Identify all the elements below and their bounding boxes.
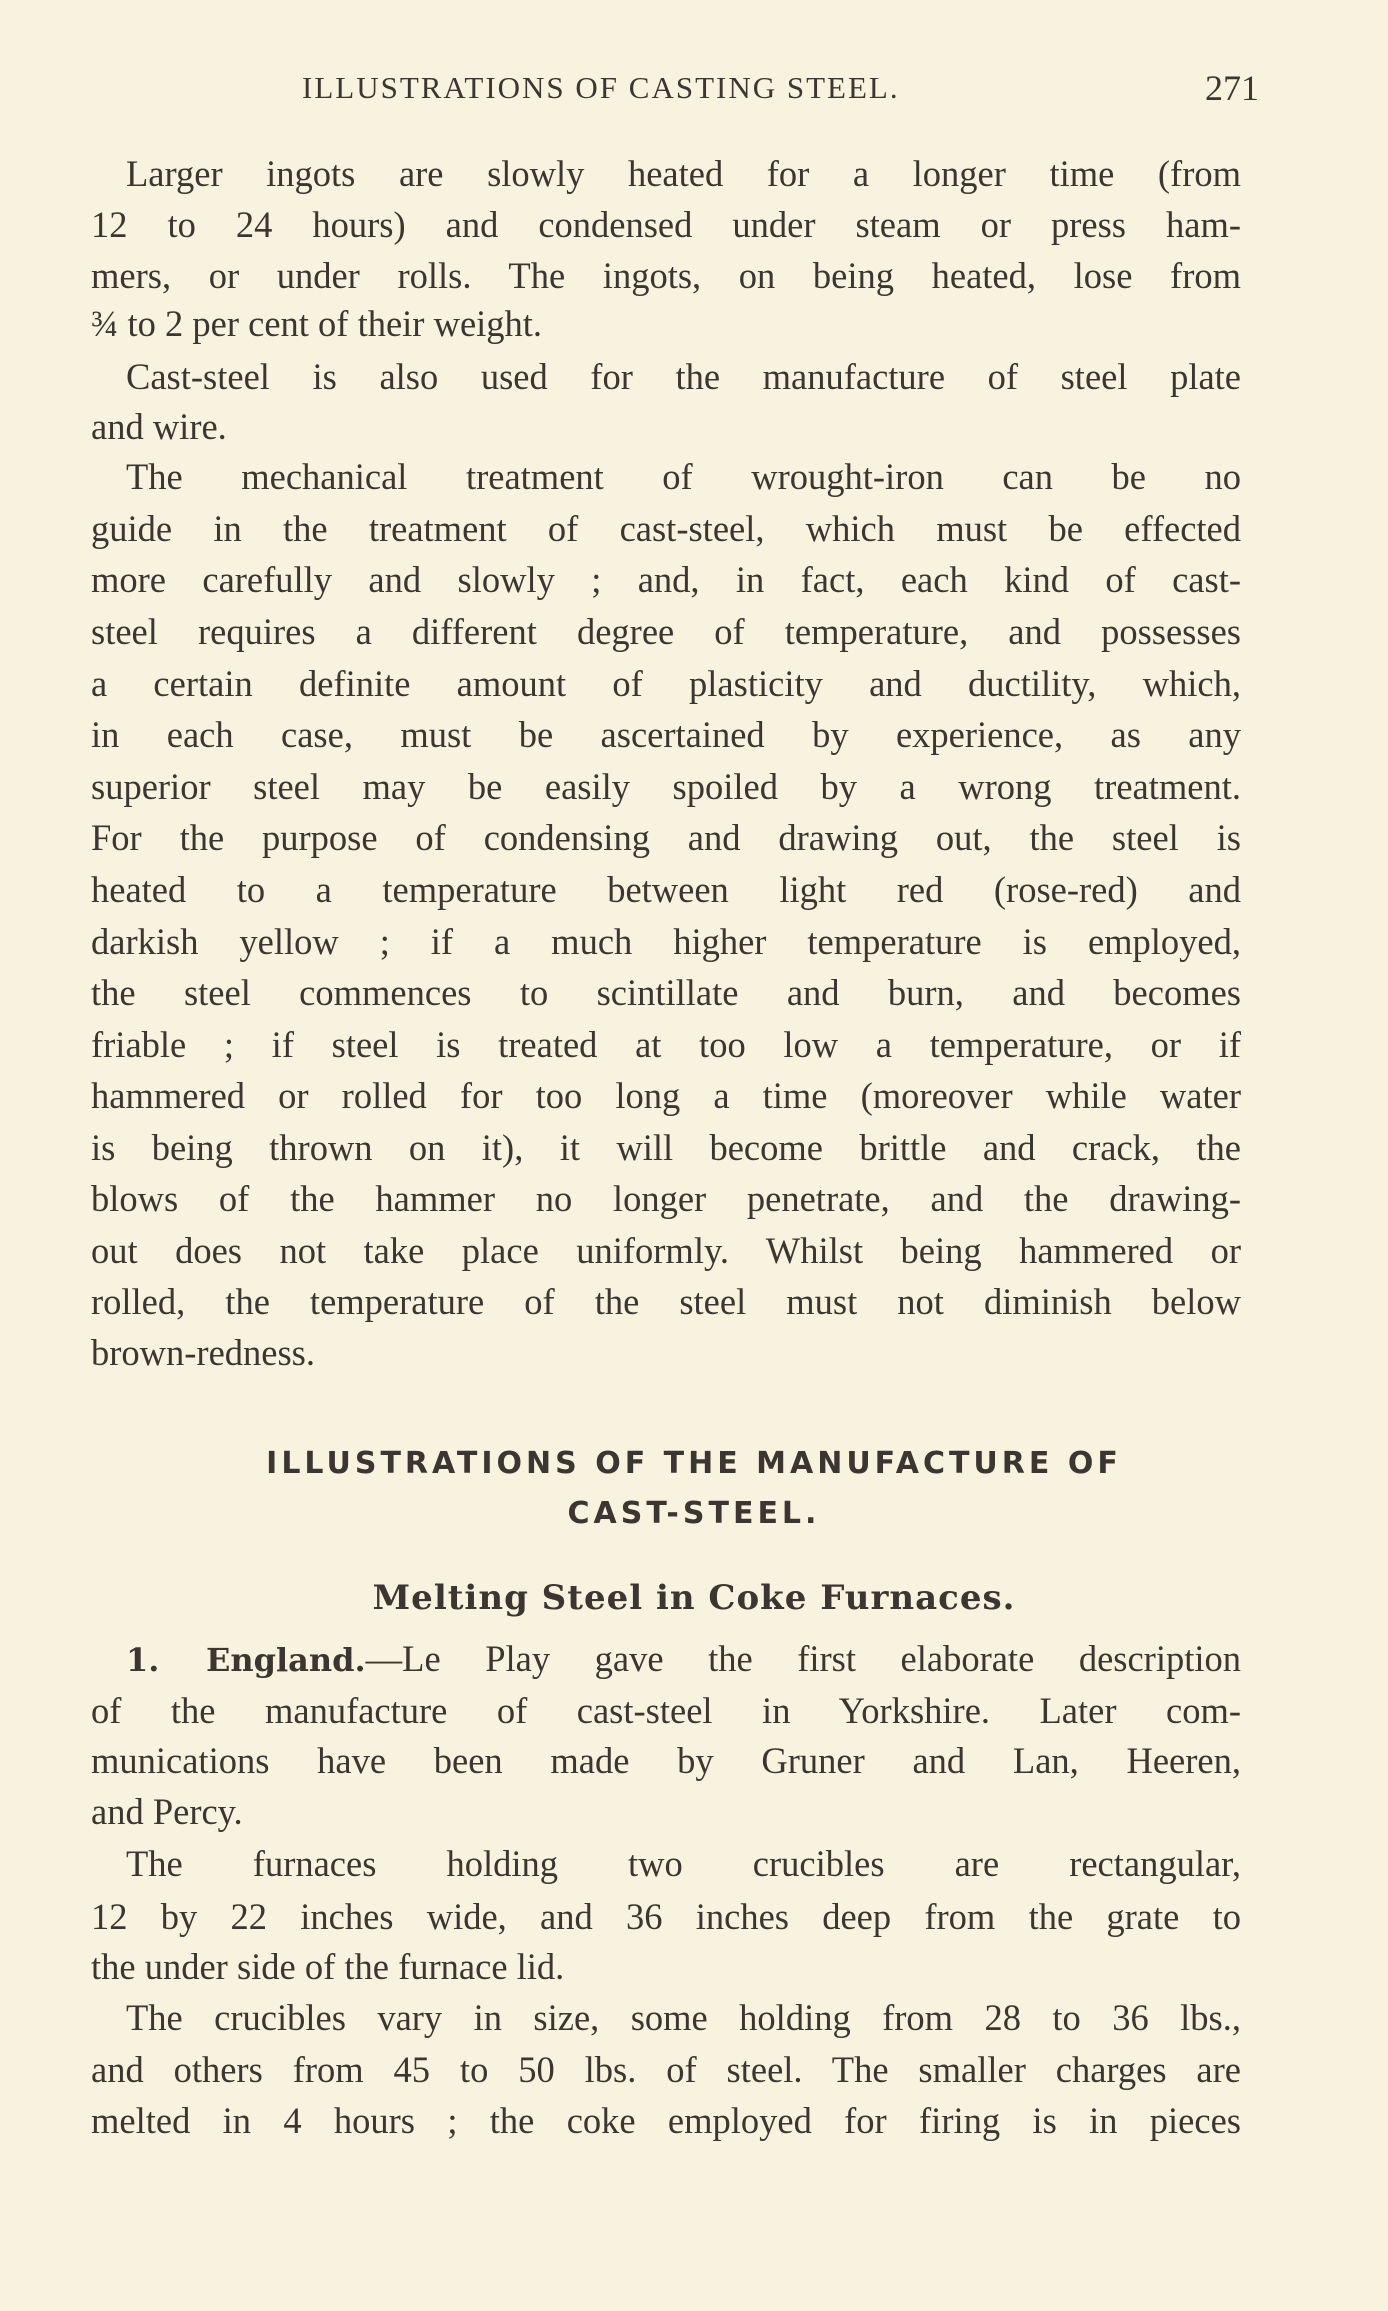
text-line (91, 1685, 1241, 1737)
text-line-content: mers, or under rolls. The ingots, on being heated, lose from (91, 255, 1241, 296)
running-head: ILLUSTRATIONS OF CASTING STEEL. (302, 70, 900, 105)
text-line-content: darkish yellow ; if a much higher temperature is employed, (91, 921, 1241, 962)
text-line (91, 2044, 1241, 2096)
text-line-content: —Le Play gave the first elaborate description (365, 1638, 1241, 1679)
text-line-content: For the purpose of condensing and drawing out, the steel is (91, 817, 1241, 858)
text-line (91, 1019, 1241, 1071)
text-line (91, 709, 1241, 761)
text-line (91, 1173, 1241, 1225)
text-line (126, 351, 1241, 403)
text-line-content: in each case, must be ascertained by experience, as any (91, 714, 1241, 755)
text-line-content: guide in the treatment of cast-steel, which must be effected (91, 508, 1241, 549)
text-line-content: Larger ingots are slowly heated for a longer time (from (126, 153, 1241, 194)
text-line (91, 1122, 1241, 1174)
text-line (91, 1735, 1241, 1787)
text-line-content: rolled, the temperature of the steel must not diminish below (91, 1281, 1241, 1322)
text-line-content: munications have been made by Gruner and Lan, Heeren, (91, 1740, 1241, 1781)
text-line-content: out does not take place uniformly. Whilst being hammered or (91, 1230, 1241, 1271)
text-line-content: friable ; if steel is treated at too low a temperature, or if (91, 1024, 1241, 1065)
run-in-heading: 1. England. (126, 1641, 366, 1679)
text-line-content: is being thrown on it), it will become brittle and crack, the (91, 1127, 1241, 1168)
text-line-content: The furnaces holding two crucibles are rectangular, (126, 1843, 1241, 1884)
text-line (91, 298, 1241, 350)
text-line (91, 1327, 1241, 1379)
text-line (91, 916, 1241, 968)
text-line (126, 1633, 1241, 1685)
text-line-content: the under side of the furnace lid. (91, 1946, 565, 1987)
text-line-content: steel requires a different degree of temperature, and possesses (91, 611, 1241, 652)
text-line (126, 148, 1241, 200)
text-line (126, 1838, 1241, 1890)
text-line-content: The mechanical treatment of wrought-iron can be no (126, 456, 1241, 497)
text-line-content: heated to a temperature between light red (rose-red) and (91, 869, 1241, 910)
text-line-content: more carefully and slowly ; and, in fact, each kind of cast- (91, 559, 1241, 600)
text-line-content: blows of the hammer no longer penetrate, and the drawing- (91, 1178, 1241, 1219)
text-line-content: and Percy. (91, 1791, 243, 1832)
text-line (91, 761, 1241, 813)
text-line-content: of the manufacture of cast-steel in Yorkshire. Later com- (91, 1690, 1241, 1731)
page-number: 271 (1205, 68, 1259, 108)
text-line-content: brown-redness. (91, 1332, 316, 1373)
text-line (126, 451, 1241, 503)
text-line (91, 967, 1241, 1019)
text-line-content: The crucibles vary in size, some holding from 28 to 36 lbs., (126, 1997, 1241, 2038)
text-line (91, 503, 1241, 555)
text-line-content: 12 by 22 inches wide, and 36 inches deep from the grate to (91, 1896, 1241, 1937)
text-line-content: and others from 45 to 50 lbs. of steel. The smaller charges are (91, 2049, 1241, 2090)
text-line (91, 1786, 1241, 1838)
text-line (91, 864, 1241, 916)
text-line-content: ¾ to 2 per cent of their weight. (91, 303, 543, 344)
text-line (91, 1070, 1241, 1122)
text-line (91, 250, 1241, 302)
text-line-content: a certain definite amount of plasticity and ductility, which, (91, 663, 1241, 704)
text-line (91, 1276, 1241, 1328)
text-line-content: Cast-steel is also used for the manufacture of steel plate (126, 356, 1241, 397)
text-line (91, 554, 1241, 606)
text-line (91, 199, 1241, 251)
text-line (91, 401, 1241, 453)
text-line (91, 812, 1241, 864)
text-line-content: melted in 4 hours ; the coke employed for firing is in pieces (91, 2100, 1241, 2141)
text-line-content: 12 to 24 hours) and condensed under steam or press ham- (91, 204, 1241, 245)
text-line-content: hammered or rolled for too long a time (moreover while water (91, 1075, 1241, 1116)
text-line (91, 658, 1241, 710)
text-line (91, 1941, 1241, 1993)
text-line (91, 1225, 1241, 1277)
text-line (91, 606, 1241, 658)
subheading: Melting Steel in Coke Furnaces. (372, 1578, 1016, 1618)
text-line (91, 2095, 1241, 2147)
section-heading-line-2: CAST-STEEL. (567, 1496, 821, 1531)
text-line (126, 1992, 1241, 2044)
text-line (91, 1891, 1241, 1943)
text-line-content: the steel commences to scintillate and burn, and becomes (91, 972, 1241, 1013)
section-heading-line-1: ILLUSTRATIONS OF THE MANUFACTURE OF (266, 1446, 1122, 1481)
text-line-content: superior steel may be easily spoiled by a wrong treatment. (91, 766, 1241, 807)
text-line-content: and wire. (91, 406, 227, 447)
